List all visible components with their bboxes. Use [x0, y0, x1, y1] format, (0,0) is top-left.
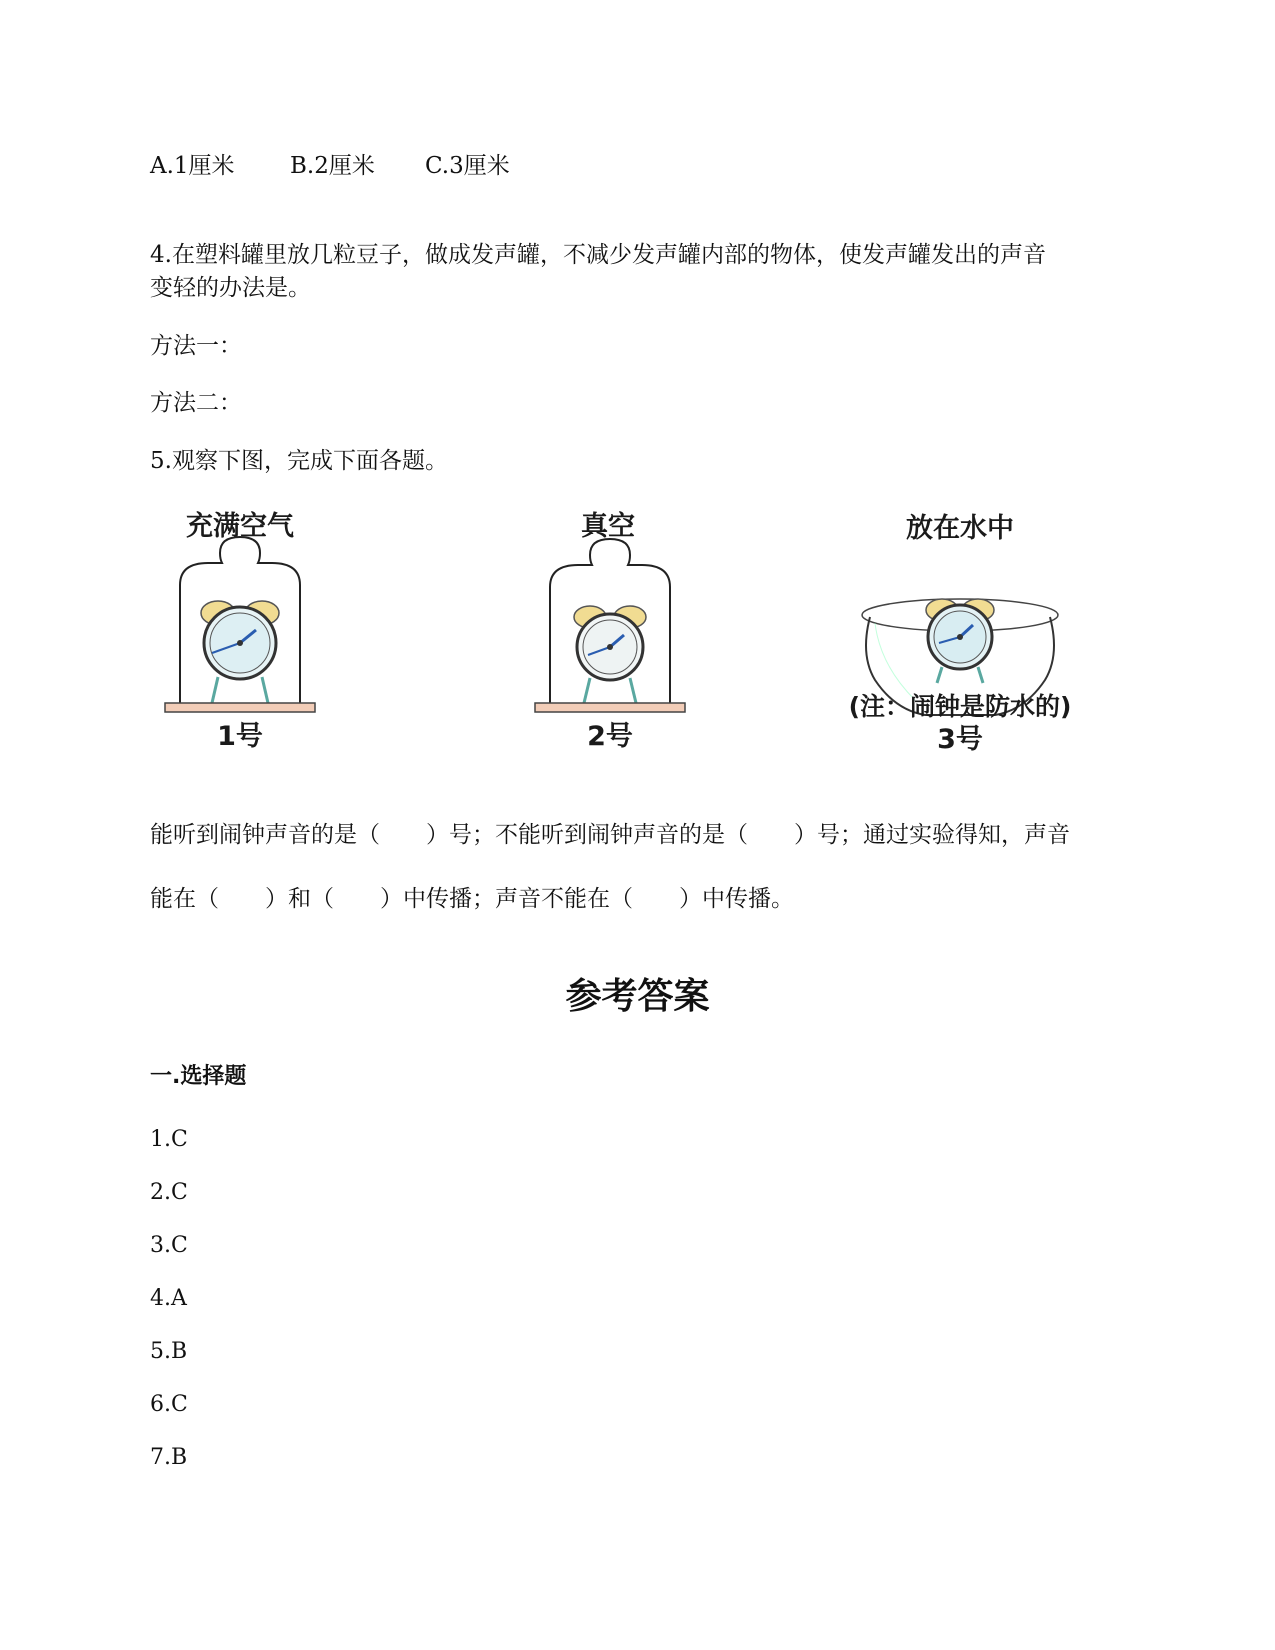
- figure-note: (注：闹钟是防水的): [848, 692, 1072, 721]
- option-b: B.2厘米: [290, 153, 375, 179]
- answer-item: 1.C: [150, 1127, 188, 1152]
- option-c: C.3厘米: [425, 153, 510, 179]
- answer-key-title: 参考答案: [565, 976, 710, 1017]
- figure-caption: 真空: [581, 511, 635, 542]
- q4-method1: 方法一：: [150, 333, 242, 359]
- q5-prompt: 5.观察下图，完成下面各题。: [150, 448, 448, 474]
- figure-caption: 充满空气: [186, 511, 294, 542]
- answer-item: 5.B: [150, 1339, 188, 1364]
- alarm-clock-icon: [926, 599, 994, 683]
- answer-item: 4.A: [150, 1286, 187, 1311]
- q4-text-line2: 变轻的办法是。: [150, 275, 311, 301]
- figure-number: 1号: [217, 721, 263, 752]
- q5-fill-line1: 能听到闹钟声音的是（ ）号；不能听到闹钟声音的是（ ）号；通过实验得知，声音: [150, 822, 1070, 848]
- answer-item: 7.B: [150, 1445, 188, 1470]
- section-heading: 一.选择题: [150, 1064, 247, 1089]
- q4-method2: 方法二：: [150, 390, 242, 416]
- answer-item: 6.C: [150, 1392, 188, 1417]
- figure-air-jar: [160, 505, 330, 755]
- alarm-clock-icon: [201, 601, 279, 703]
- figure-water-bowl: [815, 505, 1105, 765]
- answer-item: 3.C: [150, 1233, 188, 1258]
- q5-fill-line2: 能在（ ）和（ ）中传播；声音不能在（ ）中传播。: [150, 886, 794, 912]
- q4-text-line1: 4.在塑料罐里放几粒豆子，做成发声罐，不减少发声罐内部的物体，使发声罐发出的声音: [150, 242, 1046, 268]
- option-a: A.1厘米: [150, 153, 235, 179]
- alarm-clock-icon: [574, 606, 646, 703]
- figure-vacuum-jar: [530, 505, 700, 755]
- answer-item: 2.C: [150, 1180, 188, 1205]
- figure-number: 2号: [587, 721, 633, 752]
- figure-caption: 放在水中: [906, 513, 1014, 544]
- figure-number: 3号: [937, 724, 983, 755]
